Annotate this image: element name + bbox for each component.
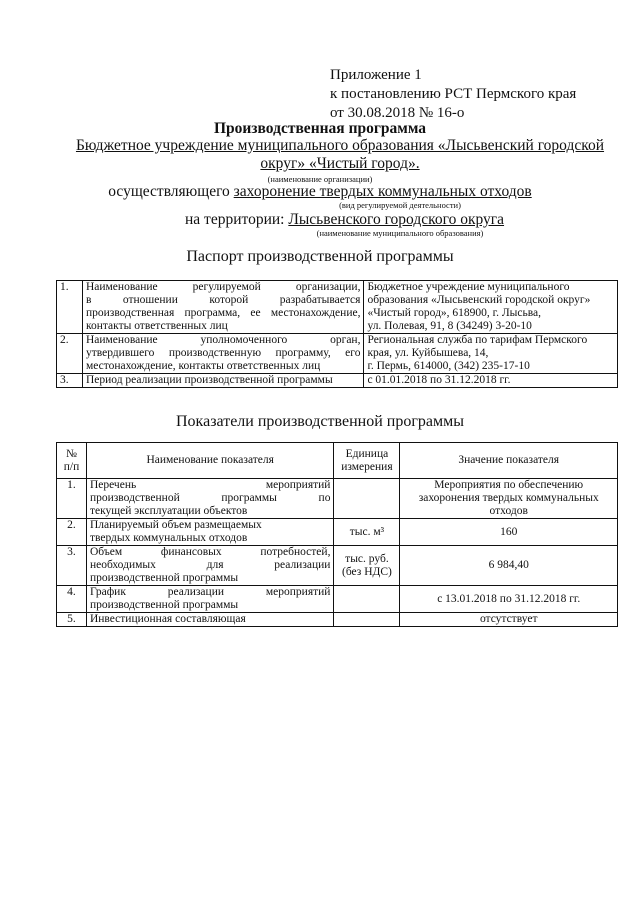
row-value: с 13.01.2018 по 31.12.2018 гг. <box>400 586 618 613</box>
value-line: с 01.01.2018 по 31.12.2018 гг. <box>367 374 511 386</box>
name-line: производственной программы <box>89 599 239 611</box>
header-number-line: № <box>65 447 77 460</box>
name-line: производственной программы по <box>89 492 331 504</box>
appendix-line: к постановлению РСТ Пермского края <box>330 86 577 102</box>
row-value: отсутствует <box>400 613 618 627</box>
page-title: Производственная программа <box>213 120 427 137</box>
row-number: 4. <box>57 586 87 613</box>
row-name <box>86 546 334 586</box>
row-number: 3. <box>57 546 87 586</box>
territory-prefix: на территории: <box>185 211 285 228</box>
label-line: утвердившего производственную программу, его <box>85 347 361 359</box>
row-unit <box>334 586 400 613</box>
name-line: текущей эксплуатации объектов <box>89 505 248 517</box>
header-name: Наименование показателя <box>86 443 334 479</box>
row-value: Мероприятия по обеспечению захоронения твердых коммунальных отходов <box>400 479 618 519</box>
header-unit-line: измерения <box>341 460 393 473</box>
value-line: Региональная служба по тарифам Пермского <box>367 334 588 346</box>
passport-table <box>56 280 618 388</box>
table-row <box>57 613 618 627</box>
appendix-block <box>330 66 576 123</box>
activity-prefix: осуществляющего <box>108 183 230 200</box>
row-unit: тыс. руб. (без НДС) <box>334 546 400 586</box>
header-unit <box>334 443 400 479</box>
label-line: местонахождение, контакты ответственных лиц <box>85 360 321 372</box>
organization-note: (наименование организации) <box>267 174 373 184</box>
row-unit: тыс. м³ <box>334 519 400 546</box>
header-value: Значение показателя <box>400 443 618 479</box>
appendix-line: от 30.08.2018 № 16-о <box>330 105 465 121</box>
name-line: Объем финансовых потребностей, <box>89 546 331 558</box>
header-number-line: п/п <box>63 460 80 473</box>
label-line: контакты ответственных лиц <box>85 320 228 332</box>
row-number: 1. <box>57 479 87 519</box>
table-row <box>57 586 618 613</box>
table-row <box>57 519 618 546</box>
value-line: Бюджетное учреждение муниципального <box>367 281 570 293</box>
label-line: Наименование регулируемой организации, <box>85 281 361 293</box>
row-value <box>364 334 618 374</box>
row-number: 2. <box>57 334 83 374</box>
table-header-row <box>57 443 618 479</box>
territory-note: (наименование муниципального образования) <box>316 228 484 238</box>
table-row <box>57 334 618 374</box>
indicators-table <box>56 442 618 627</box>
row-name <box>86 586 334 613</box>
table-row <box>57 374 618 388</box>
activity-value: захоронение твердых коммунальных отходов <box>233 183 532 200</box>
row-label <box>82 374 363 388</box>
row-value <box>364 281 618 334</box>
header-unit-line: Единица <box>345 447 389 460</box>
territory-line <box>185 211 504 229</box>
indicators-title: Показатели производственной программы <box>176 413 464 430</box>
table-row <box>57 479 618 519</box>
value-line: образования «Лысьвенский городской округ» <box>367 294 591 306</box>
row-number: 5. <box>57 613 87 627</box>
row-value: 6 984,40 <box>400 546 618 586</box>
name-line: Планируемый объем размещаемых <box>89 519 262 531</box>
activity-line <box>0 183 640 201</box>
value-line: ул. Полевая, 91, 8 (34249) 3-20-10 <box>367 320 532 332</box>
row-label <box>82 334 363 374</box>
label-line: Наименование уполномоченного орган, <box>85 334 361 346</box>
table-row <box>57 546 618 586</box>
name-line: твердых коммунальных отходов <box>89 532 248 544</box>
name-line: Инвестиционная составляющая <box>89 613 246 625</box>
name-line: График реализации мероприятий <box>89 586 331 598</box>
appendix-line: Приложение 1 <box>330 67 422 83</box>
name-line: производственной программы <box>89 572 239 584</box>
row-name <box>86 479 334 519</box>
row-value <box>364 374 618 388</box>
value-line: г. Пермь, 614000, (342) 235-17-10 <box>367 360 530 372</box>
label-line: производственная программа, ее местонахождение, <box>85 307 361 319</box>
row-name <box>86 519 334 546</box>
table-row <box>57 281 618 334</box>
row-name <box>86 613 334 627</box>
row-number: 3. <box>57 374 83 388</box>
name-line: Перечень мероприятий <box>89 479 331 491</box>
organization-name: Бюджетное учреждение муниципального образования «Лысьвенский городской округ» «Чистый город». <box>75 137 605 172</box>
label-line: Период реализации производственной программы <box>85 374 333 386</box>
activity-note: (вид регулируемой деятельности) <box>339 200 461 210</box>
row-number: 1. <box>57 281 83 334</box>
territory-value: Лысьвенского городского округа <box>288 211 505 228</box>
row-label <box>82 281 363 334</box>
header-number <box>57 443 87 479</box>
row-value: 160 <box>400 519 618 546</box>
row-unit <box>334 613 400 627</box>
row-number: 2. <box>57 519 87 546</box>
value-line: «Чистый город», 618900, г. Лысьва, <box>367 307 541 319</box>
row-unit <box>334 479 400 519</box>
passport-title: Паспорт производственной программы <box>186 248 454 265</box>
value-line: края, ул. Куйбышева, 14, <box>367 347 489 359</box>
name-line: необходимых для реализации <box>89 559 331 571</box>
label-line: в отношении которой разрабатывается <box>85 294 361 306</box>
